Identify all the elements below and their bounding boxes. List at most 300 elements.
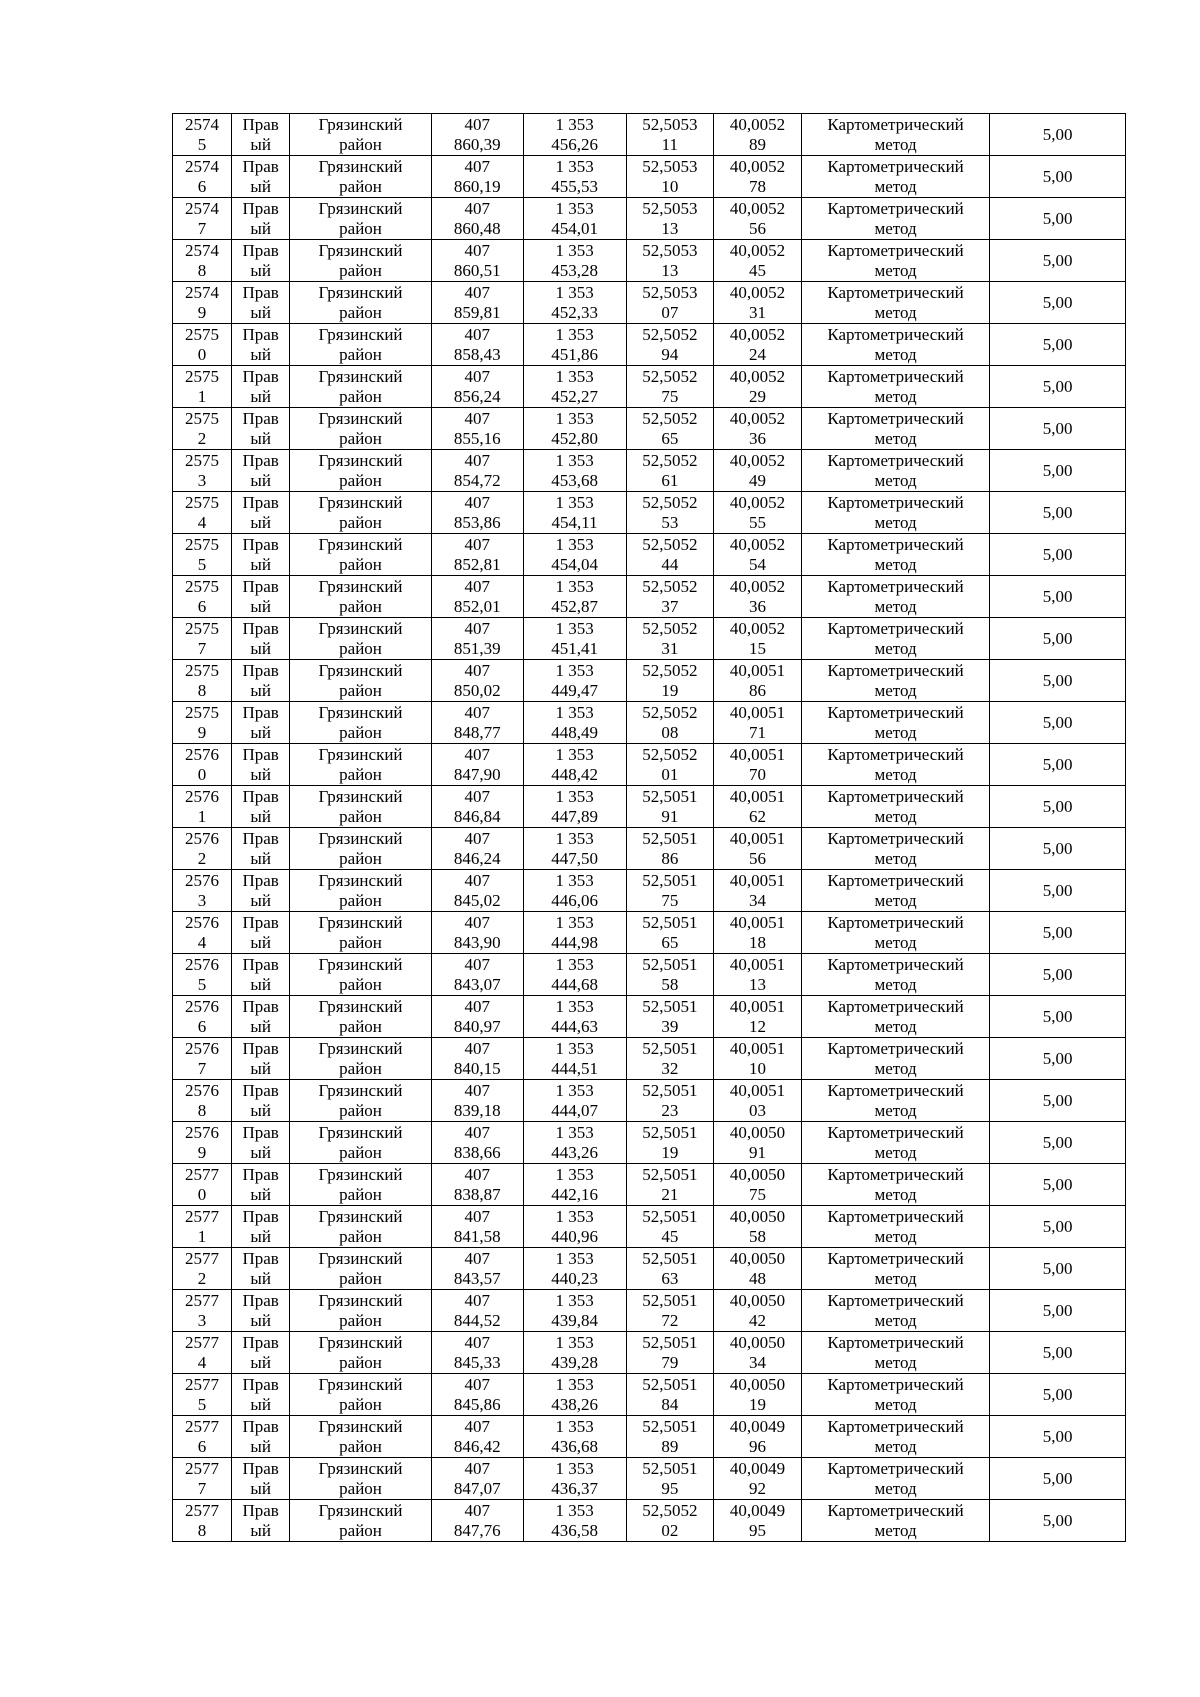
coord-x-cell-line: 853,86 xyxy=(453,512,501,532)
coord-y-cell xyxy=(523,324,626,366)
point-number-cell-line: 8 xyxy=(197,1520,207,1540)
coord-x-cell-line: 860,19 xyxy=(453,176,501,196)
point-number-cell-line: 2575 xyxy=(185,702,220,722)
coord-y-cell-line: 1 353 xyxy=(555,744,594,764)
longitude-cell xyxy=(714,1080,802,1122)
latitude-cell xyxy=(626,996,714,1038)
method-cell-line: Картометрический xyxy=(827,1206,964,1226)
latitude-cell-line: 79 xyxy=(661,1352,679,1372)
coord-x-cell-line: 860,51 xyxy=(453,260,501,280)
point-number-cell-line: 2 xyxy=(197,428,207,448)
latitude-cell-line: 52,5051 xyxy=(642,1458,698,1478)
method-cell-line: метод xyxy=(874,722,917,742)
point-number-cell-line: 2575 xyxy=(185,534,220,554)
accuracy-cell: 5,00 xyxy=(990,198,1126,240)
point-number-cell-line: 2574 xyxy=(185,114,220,134)
coord-x-cell-line: 847,07 xyxy=(453,1478,501,1498)
longitude-cell xyxy=(714,1374,802,1416)
point-number-cell xyxy=(173,492,232,534)
point-number-cell-line: 3 xyxy=(197,470,207,490)
method-cell xyxy=(801,1374,990,1416)
point-number-cell xyxy=(173,408,232,450)
method-cell-line: Картометрический xyxy=(827,1374,964,1394)
point-number-cell xyxy=(173,1458,232,1500)
latitude-cell-line: 52,5051 xyxy=(642,1374,698,1394)
district-cell-line: район xyxy=(339,1520,382,1540)
method-cell xyxy=(801,282,990,324)
coord-y-cell xyxy=(523,744,626,786)
coord-y-cell xyxy=(523,282,626,324)
accuracy-cell: 5,00 xyxy=(990,1206,1126,1248)
longitude-cell xyxy=(714,198,802,240)
method-cell-line: метод xyxy=(874,890,917,910)
coord-x-cell-line: 841,58 xyxy=(453,1226,501,1246)
point-number-cell-line: 0 xyxy=(197,1184,207,1204)
bank-side-cell-line: Прав xyxy=(242,408,279,428)
table-row xyxy=(173,366,1126,408)
latitude-cell-line: 21 xyxy=(661,1184,679,1204)
longitude-cell-line: 18 xyxy=(748,932,766,952)
latitude-cell-line: 52,5052 xyxy=(642,660,698,680)
point-number-cell-line: 6 xyxy=(197,176,207,196)
latitude-cell-line: 65 xyxy=(661,932,679,952)
method-cell-line: Картометрический xyxy=(827,744,964,764)
latitude-cell-line: 31 xyxy=(661,638,679,658)
bank-side-cell-line: ый xyxy=(250,344,271,364)
method-cell xyxy=(801,1458,990,1500)
point-number-cell-line: 2575 xyxy=(185,492,220,512)
point-number-cell-line: 2576 xyxy=(185,1038,220,1058)
coord-y-cell-line: 439,28 xyxy=(551,1352,598,1372)
district-cell-line: Грязинский xyxy=(318,576,403,596)
longitude-cell-line: 71 xyxy=(748,722,766,742)
method-cell-line: метод xyxy=(874,386,917,406)
coord-x-cell xyxy=(431,1374,523,1416)
coord-y-cell-line: 436,68 xyxy=(551,1436,598,1456)
table-row xyxy=(173,912,1126,954)
district-cell xyxy=(290,492,432,534)
district-cell-line: район xyxy=(339,1310,382,1330)
longitude-cell-line: 03 xyxy=(748,1100,766,1120)
district-cell xyxy=(290,870,432,912)
longitude-cell xyxy=(714,828,802,870)
coord-y-cell-line: 1 353 xyxy=(555,1038,594,1058)
latitude-cell-line: 19 xyxy=(661,1142,679,1162)
table-row xyxy=(173,1206,1126,1248)
method-cell xyxy=(801,618,990,660)
district-cell-line: район xyxy=(339,974,382,994)
latitude-cell-line: 75 xyxy=(661,386,679,406)
table-row xyxy=(173,450,1126,492)
coord-x-cell-line: 407 xyxy=(464,1122,490,1142)
coord-x-cell-line: 407 xyxy=(464,1290,490,1310)
bank-side-cell xyxy=(232,870,290,912)
latitude-cell-line: 65 xyxy=(661,428,679,448)
coord-x-cell-line: 407 xyxy=(464,366,490,386)
coord-y-cell xyxy=(523,240,626,282)
point-number-cell xyxy=(173,744,232,786)
bank-side-cell xyxy=(232,366,290,408)
longitude-cell-line: 40,0052 xyxy=(729,534,786,554)
latitude-cell-line: 52,5051 xyxy=(642,912,698,932)
accuracy-cell: 5,00 xyxy=(990,1332,1126,1374)
district-cell xyxy=(290,576,432,618)
method-cell xyxy=(801,828,990,870)
latitude-cell-line: 52,5051 xyxy=(642,1290,698,1310)
method-cell-line: Картометрический xyxy=(827,1080,964,1100)
accuracy-cell: 5,00 xyxy=(990,450,1126,492)
coord-x-cell-line: 852,01 xyxy=(453,596,501,616)
district-cell-line: Грязинский xyxy=(318,408,403,428)
district-cell-line: район xyxy=(339,134,382,154)
coord-x-cell-line: 407 xyxy=(464,408,490,428)
longitude-cell-line: 24 xyxy=(748,344,766,364)
point-number-cell xyxy=(173,912,232,954)
table-row xyxy=(173,408,1126,450)
district-cell xyxy=(290,744,432,786)
bank-side-cell xyxy=(232,828,290,870)
district-cell xyxy=(290,786,432,828)
longitude-cell-line: 12 xyxy=(748,1016,766,1036)
method-cell-line: Картометрический xyxy=(827,1500,964,1520)
table-row xyxy=(173,828,1126,870)
longitude-cell-line: 40,0052 xyxy=(729,618,786,638)
longitude-cell-line: 40,0052 xyxy=(729,408,786,428)
method-cell-line: метод xyxy=(874,680,917,700)
latitude-cell-line: 52,5052 xyxy=(642,1500,698,1520)
district-cell-line: Грязинский xyxy=(318,1332,403,1352)
longitude-cell xyxy=(714,534,802,576)
point-number-cell xyxy=(173,1122,232,1164)
bank-side-cell xyxy=(232,954,290,996)
point-number-cell-line: 7 xyxy=(197,1478,207,1498)
bank-side-cell-line: ый xyxy=(250,470,271,490)
point-number-cell-line: 2577 xyxy=(185,1248,220,1268)
coord-x-cell-line: 407 xyxy=(464,198,490,218)
longitude-cell xyxy=(714,1038,802,1080)
table-row xyxy=(173,1080,1126,1122)
coord-x-cell xyxy=(431,240,523,282)
coord-x-cell-line: 843,57 xyxy=(453,1268,501,1288)
latitude-cell xyxy=(626,702,714,744)
coord-x-cell xyxy=(431,954,523,996)
method-cell xyxy=(801,786,990,828)
bank-side-cell-line: Прав xyxy=(242,450,279,470)
coord-y-cell-line: 439,84 xyxy=(551,1310,598,1330)
coord-y-cell-line: 436,58 xyxy=(551,1520,598,1540)
point-number-cell xyxy=(173,1080,232,1122)
bank-side-cell-line: ый xyxy=(250,890,271,910)
coord-y-cell-line: 1 353 xyxy=(555,1164,594,1184)
accuracy-cell: 5,00 xyxy=(990,408,1126,450)
longitude-cell xyxy=(714,450,802,492)
point-number-cell-line: 9 xyxy=(197,722,207,742)
district-cell-line: Грязинский xyxy=(318,114,403,134)
coord-x-cell xyxy=(431,660,523,702)
method-cell-line: Картометрический xyxy=(827,1248,964,1268)
method-cell-line: Картометрический xyxy=(827,1416,964,1436)
bank-side-cell-line: Прав xyxy=(242,744,279,764)
bank-side-cell-line: Прав xyxy=(242,240,279,260)
longitude-cell xyxy=(714,324,802,366)
bank-side-cell-line: ый xyxy=(250,1352,271,1372)
coord-x-cell-line: 845,02 xyxy=(453,890,501,910)
method-cell xyxy=(801,912,990,954)
bank-side-cell-line: ый xyxy=(250,302,271,322)
coord-y-cell-line: 1 353 xyxy=(555,660,594,680)
bank-side-cell-line: ый xyxy=(250,1268,271,1288)
point-number-cell-line: 2575 xyxy=(185,660,220,680)
longitude-cell-line: 40,0052 xyxy=(729,282,786,302)
coord-x-cell-line: 858,43 xyxy=(453,344,501,364)
district-cell-line: Грязинский xyxy=(318,366,403,386)
method-cell-line: Картометрический xyxy=(827,996,964,1016)
longitude-cell-line: 54 xyxy=(748,554,766,574)
method-cell xyxy=(801,492,990,534)
point-number-cell-line: 0 xyxy=(197,344,207,364)
longitude-cell-line: 40,0050 xyxy=(729,1122,786,1142)
point-number-cell-line: 2575 xyxy=(185,408,220,428)
latitude-cell-line: 95 xyxy=(661,1478,679,1498)
coord-y-cell xyxy=(523,198,626,240)
method-cell-line: метод xyxy=(874,1184,917,1204)
coord-x-cell xyxy=(431,744,523,786)
coord-x-cell-line: 407 xyxy=(464,618,490,638)
coord-x-cell-line: 407 xyxy=(464,534,490,554)
district-cell xyxy=(290,366,432,408)
bank-side-cell xyxy=(232,492,290,534)
bank-side-cell xyxy=(232,1500,290,1542)
point-number-cell-line: 4 xyxy=(197,932,207,952)
latitude-cell-line: 52,5052 xyxy=(642,408,698,428)
coord-x-cell-line: 855,16 xyxy=(453,428,501,448)
method-cell-line: метод xyxy=(874,470,917,490)
point-number-cell xyxy=(173,786,232,828)
point-number-cell xyxy=(173,660,232,702)
district-cell-line: Грязинский xyxy=(318,1290,403,1310)
coord-y-cell-line: 438,26 xyxy=(551,1394,598,1414)
coord-x-cell-line: 407 xyxy=(464,1080,490,1100)
coord-y-cell-line: 447,89 xyxy=(551,806,598,826)
longitude-cell xyxy=(714,1416,802,1458)
latitude-cell xyxy=(626,156,714,198)
latitude-cell-line: 52,5052 xyxy=(642,492,698,512)
district-cell-line: район xyxy=(339,1100,382,1120)
latitude-cell xyxy=(626,282,714,324)
method-cell xyxy=(801,1332,990,1374)
coord-y-cell-line: 1 353 xyxy=(555,870,594,890)
method-cell-line: Картометрический xyxy=(827,870,964,890)
latitude-cell-line: 53 xyxy=(661,512,679,532)
latitude-cell-line: 07 xyxy=(661,302,679,322)
method-cell-line: Картометрический xyxy=(827,198,964,218)
latitude-cell-line: 63 xyxy=(661,1268,679,1288)
point-number-cell-line: 2 xyxy=(197,1268,207,1288)
point-number-cell xyxy=(173,828,232,870)
method-cell-line: Картометрический xyxy=(827,366,964,386)
coordinates-table xyxy=(172,113,1126,1542)
district-cell-line: район xyxy=(339,1436,382,1456)
latitude-cell-line: 44 xyxy=(661,554,679,574)
coord-y-cell-line: 454,11 xyxy=(551,512,598,532)
point-number-cell-line: 0 xyxy=(197,764,207,784)
coord-y-cell-line: 452,27 xyxy=(551,386,598,406)
district-cell xyxy=(290,702,432,744)
accuracy-cell: 5,00 xyxy=(990,1080,1126,1122)
method-cell-line: Картометрический xyxy=(827,1164,964,1184)
latitude-cell-line: 84 xyxy=(661,1394,679,1414)
accuracy-cell: 5,00 xyxy=(990,114,1126,156)
longitude-cell-line: 40,0051 xyxy=(729,996,786,1016)
point-number-cell-line: 6 xyxy=(197,596,207,616)
method-cell-line: метод xyxy=(874,974,917,994)
district-cell-line: Грязинский xyxy=(318,324,403,344)
latitude-cell-line: 58 xyxy=(661,974,679,994)
coord-y-cell xyxy=(523,660,626,702)
district-cell xyxy=(290,828,432,870)
table-row xyxy=(173,744,1126,786)
district-cell xyxy=(290,240,432,282)
table-row xyxy=(173,1248,1126,1290)
bank-side-cell xyxy=(232,240,290,282)
latitude-cell xyxy=(626,492,714,534)
coord-y-cell-line: 444,98 xyxy=(551,932,598,952)
district-cell-line: район xyxy=(339,932,382,952)
table-row xyxy=(173,702,1126,744)
coord-y-cell xyxy=(523,828,626,870)
accuracy-cell: 5,00 xyxy=(990,996,1126,1038)
bank-side-cell-line: Прав xyxy=(242,702,279,722)
method-cell-line: метод xyxy=(874,1394,917,1414)
bank-side-cell xyxy=(232,114,290,156)
longitude-cell-line: 40,0052 xyxy=(729,450,786,470)
point-number-cell xyxy=(173,1206,232,1248)
longitude-cell-line: 86 xyxy=(748,680,766,700)
longitude-cell-line: 40,0052 xyxy=(729,156,786,176)
latitude-cell xyxy=(626,912,714,954)
table-row xyxy=(173,1374,1126,1416)
latitude-cell-line: 52,5052 xyxy=(642,324,698,344)
longitude-cell xyxy=(714,1500,802,1542)
table-row xyxy=(173,282,1126,324)
longitude-cell xyxy=(714,870,802,912)
latitude-cell-line: 52,5052 xyxy=(642,744,698,764)
point-number-cell-line: 4 xyxy=(197,1352,207,1372)
method-cell-line: метод xyxy=(874,1268,917,1288)
latitude-cell-line: 52,5051 xyxy=(642,1248,698,1268)
district-cell-line: район xyxy=(339,260,382,280)
coord-x-cell-line: 407 xyxy=(464,1164,490,1184)
method-cell xyxy=(801,1164,990,1206)
coord-x-cell-line: 843,90 xyxy=(453,932,501,952)
latitude-cell-line: 52,5053 xyxy=(642,198,698,218)
coord-y-cell-line: 1 353 xyxy=(555,1122,594,1142)
bank-side-cell-line: ый xyxy=(250,1226,271,1246)
point-number-cell xyxy=(173,702,232,744)
table-row xyxy=(173,660,1126,702)
method-cell-line: метод xyxy=(874,1226,917,1246)
district-cell xyxy=(290,198,432,240)
method-cell-line: метод xyxy=(874,428,917,448)
coord-x-cell-line: 859,81 xyxy=(453,302,501,322)
latitude-cell-line: 52,5053 xyxy=(642,114,698,134)
method-cell-line: метод xyxy=(874,176,917,196)
point-number-cell xyxy=(173,618,232,660)
method-cell-line: Картометрический xyxy=(827,954,964,974)
method-cell-line: метод xyxy=(874,1100,917,1120)
bank-side-cell xyxy=(232,156,290,198)
coord-y-cell-line: 447,50 xyxy=(551,848,598,868)
coord-x-cell xyxy=(431,198,523,240)
latitude-cell-line: 52,5052 xyxy=(642,618,698,638)
method-cell-line: метод xyxy=(874,218,917,238)
coord-y-cell-line: 1 353 xyxy=(555,366,594,386)
bank-side-cell-line: Прав xyxy=(242,1122,279,1142)
district-cell-line: район xyxy=(339,1016,382,1036)
longitude-cell-line: 40,0051 xyxy=(729,786,786,806)
point-number-cell-line: 8 xyxy=(197,680,207,700)
accuracy-cell: 5,00 xyxy=(990,1248,1126,1290)
method-cell-line: метод xyxy=(874,596,917,616)
accuracy-cell: 5,00 xyxy=(990,1038,1126,1080)
point-number-cell xyxy=(173,114,232,156)
district-cell xyxy=(290,1332,432,1374)
district-cell xyxy=(290,1374,432,1416)
table-row xyxy=(173,198,1126,240)
bank-side-cell-line: Прав xyxy=(242,492,279,512)
longitude-cell-line: 49 xyxy=(748,470,766,490)
accuracy-cell: 5,00 xyxy=(990,576,1126,618)
bank-side-cell-line: Прав xyxy=(242,114,279,134)
district-cell-line: Грязинский xyxy=(318,996,403,1016)
latitude-cell-line: 52,5051 xyxy=(642,1164,698,1184)
longitude-cell-line: 89 xyxy=(748,134,766,154)
latitude-cell xyxy=(626,1374,714,1416)
point-number-cell-line: 2574 xyxy=(185,156,220,176)
bank-side-cell-line: ый xyxy=(250,806,271,826)
coord-y-cell-line: 448,42 xyxy=(551,764,598,784)
district-cell-line: Грязинский xyxy=(318,1500,403,1520)
method-cell xyxy=(801,996,990,1038)
longitude-cell xyxy=(714,996,802,1038)
district-cell-line: Грязинский xyxy=(318,954,403,974)
table-row xyxy=(173,1416,1126,1458)
coord-y-cell xyxy=(523,408,626,450)
method-cell-line: метод xyxy=(874,1478,917,1498)
bank-side-cell xyxy=(232,534,290,576)
coord-x-cell xyxy=(431,702,523,744)
longitude-cell-line: 40,0050 xyxy=(729,1332,786,1352)
latitude-cell-line: 52,5051 xyxy=(642,1080,698,1100)
bank-side-cell xyxy=(232,1122,290,1164)
coord-x-cell-line: 407 xyxy=(464,660,490,680)
point-number-cell-line: 2577 xyxy=(185,1290,220,1310)
point-number-cell-line: 2576 xyxy=(185,996,220,1016)
coord-y-cell-line: 436,37 xyxy=(551,1478,598,1498)
district-cell-line: Грязинский xyxy=(318,1038,403,1058)
latitude-cell-line: 13 xyxy=(661,260,679,280)
point-number-cell-line: 2575 xyxy=(185,618,220,638)
latitude-cell xyxy=(626,1206,714,1248)
point-number-cell-line: 7 xyxy=(197,218,207,238)
longitude-cell-line: 29 xyxy=(748,386,766,406)
method-cell-line: Картометрический xyxy=(827,156,964,176)
latitude-cell-line: 52,5052 xyxy=(642,702,698,722)
latitude-cell-line: 52,5053 xyxy=(642,156,698,176)
latitude-cell xyxy=(626,408,714,450)
point-number-cell-line: 2576 xyxy=(185,744,220,764)
bank-side-cell-line: Прав xyxy=(242,1206,279,1226)
